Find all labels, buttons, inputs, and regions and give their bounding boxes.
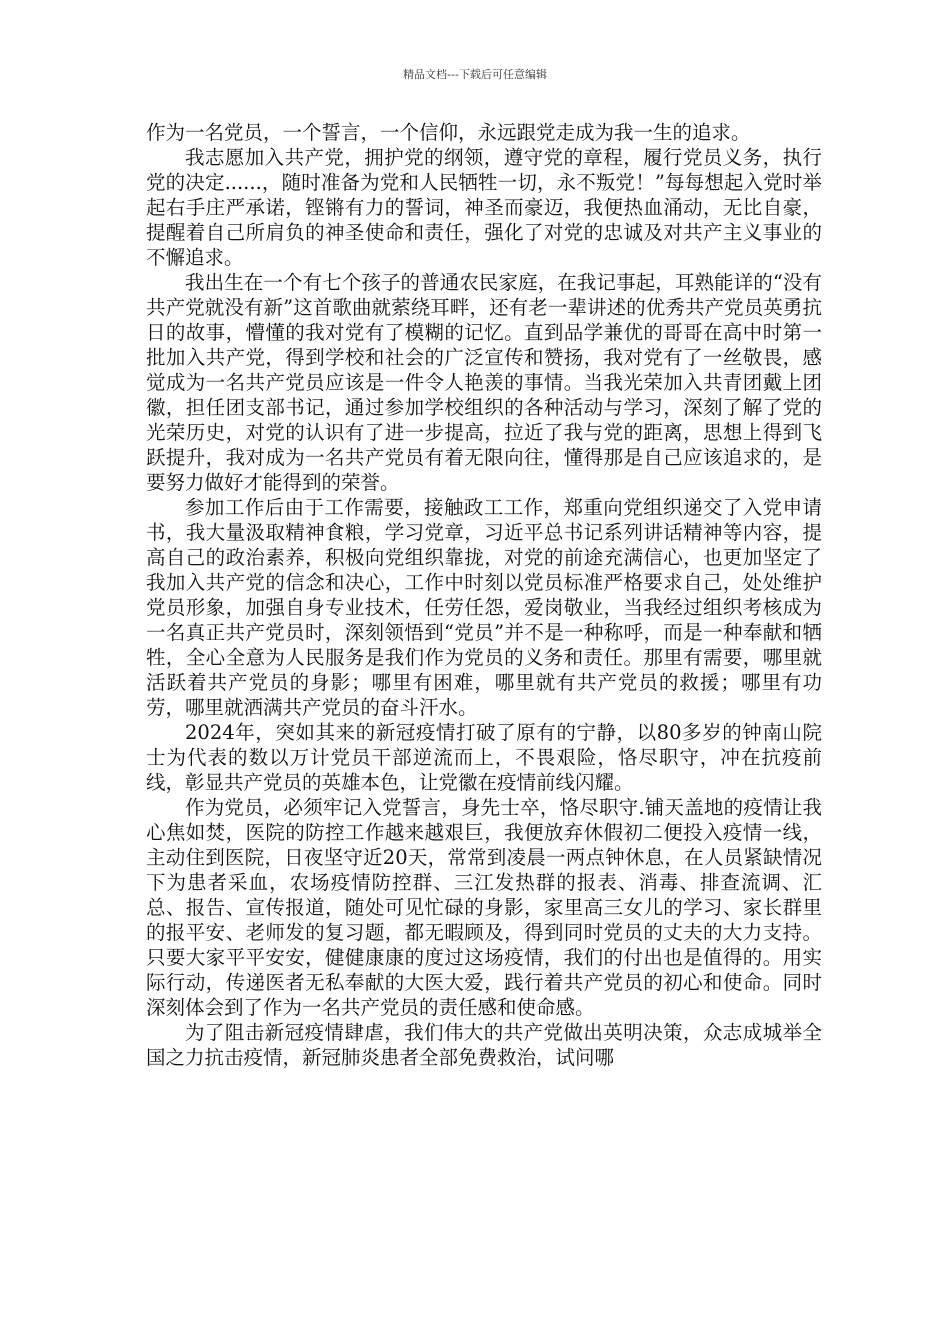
paragraph-5: 2024年，突如其来的新冠疫情打破了原有的宁静，以80多岁的钟南山院士为代表的数以万计党员干部逆流而上，不畏艰险，恪尽职守，冲在抗疫前线，彰显共产党员的英雄本色，让党徽在疫情前线闪耀。 (146, 721, 822, 794)
page-header: 精品文档---下载后可任意编辑 (403, 68, 547, 81)
paragraph-3: 我出生在一个有七个孩子的普通农民家庭，在我记事起，耳熟能详的“没有共产党就没有新”这首歌曲就萦绕耳畔，还有老一辈讲述的优秀共产党员英勇抗日的故事，懵懂的我对党有了模糊的记忆。直到品学兼优的哥哥在高中时第一批加入共产党，得到学校和社会的广泛宣传和赞扬，我对党有了一丝敬畏，感觉成为一名共产党员应该是一件令人艳羡的事情。当我光荣加入共青团戴上团徽，担任团支部书记，通过参加学校组织的各种活动与学习，深刻了解了党的光荣历史，对党的认识有了进一步提高，拉近了我与党的距离，思想上得到飞跃提升，我对成为一名共产党员有着无限向往，懂得那是自己应该追求的，是要努力做好才能得到的荣誉。 (146, 271, 822, 494)
paragraph-4: 参加工作后由于工作需要，接触政工工作，郑重向党组织递交了入党申请书，我大量汲取精神食粮，学习党章，习近平总书记系列讲话精神等内容，提高自己的政治素养，积极向党组织靠拢，对党的前途充满信心，也更加坚定了我加入共产党的信念和决心，工作中时刻以党员标准严格要求自己，处处维护党员形象，加强自身专业技术，任劳任怨，爱岗敬业，当我经过组织考核成为一名真正共产党员时，深刻领悟到“党员”并不是一种称呼，而是一种奉献和牺牲，全心全意为人民服务是我们作为党员的义务和责任。那里有需要，哪里就活跃着共产党员的身影；哪里有困难，哪里就有共产党员的救援；哪里有功劳，哪里就洒满共产党员的奋斗汗水。 (146, 496, 822, 719)
document-body (146, 120, 822, 1070)
paragraph-1: 作为一名党员，一个誓言，一个信仰，永远跟党走成为我一生的追求。 (146, 121, 751, 144)
paragraph-2: 我志愿加入共产党，拥护党的纲领，遵守党的章程，履行党员义务，执行党的决定......，随时准备为党和人民牺牲一切，永不叛党！”每每想起入党时举起右手庄严承诺，铿锵有力的誓词，神圣而豪迈，我便热血涌动，无比自豪，提醒着自己所肩负的神圣使命和责任，强化了对党的忠诚及对共产主义事业的不懈追求。 (146, 146, 822, 269)
paragraph-7: 为了阻击新冠疫情肆虐，我们伟大的共产党做出英明决策，众志成城举全国之力抗击疫情，新冠肺炎患者全部免费救治，试问哪 (146, 1021, 822, 1069)
paragraph-6: 作为党员，必须牢记入党誓言，身先士卒，恪尽职守.铺天盖地的疫情让我心焦如焚，医院的防控工作越来越艰巨，我便放弃休假初二便投入疫情一线，主动住到医院，日夜坚守近20天，常常到凌晨一两点钟休息，在人员紧缺情况下为患者采血，农场疫情防控群、三江发热群的报表、消毒、排查流调、汇总、报告、宣传报道，随处可见忙碌的身影，家里高三女儿的学习、家长群里的报平安、老师发的复习题，都无暇顾及，得到同时党员的丈夫的大力支持。只要大家平平安安，健健康康的度过这场疫情，我们的付出也是值得的。用实际行动，传递医者无私奉献的大医大爱，践行着共产党员的初心和使命。同时深刻体会到了作为一名共产党员的责任感和使命感。 (146, 796, 822, 1019)
